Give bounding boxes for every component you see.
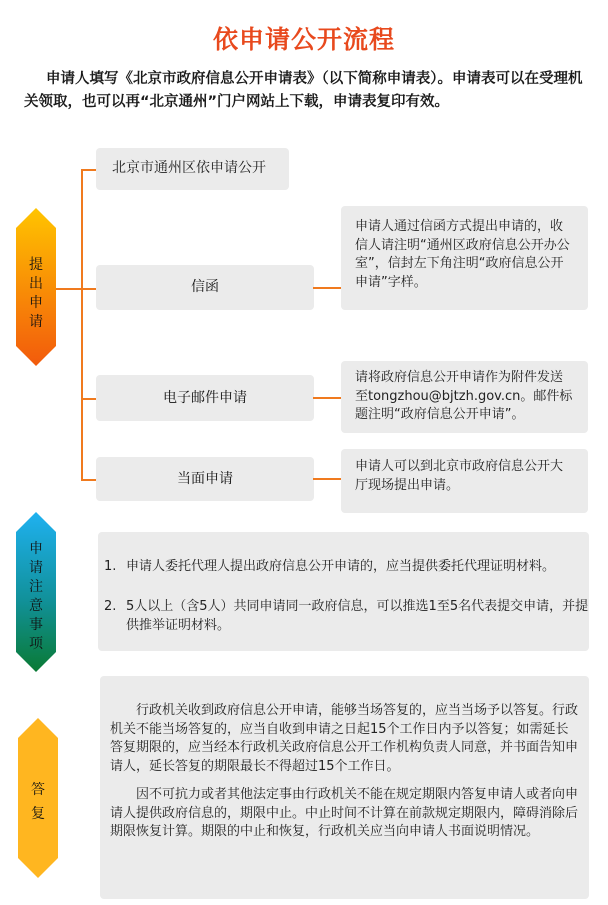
section1-trunk-line [81,169,83,480]
connector-line [81,398,97,400]
list-item [104,558,574,577]
method-desc: 请将政府信息公开申请作为附件发送至tongzhou@bjtzh.gov.cn。邮件标题注明“政府信息公开申请”。 [355,370,573,422]
connector-line [81,169,97,171]
reply-paragraph: 因不可抗力或者其他法定事由行政机关不能在规定期限内答复申请人或者向申请人提供政府信息的，期限中止。中止时间不计算在前款规定期限内，障碍消除后期限恢复计算。期限的中止和恢复，行政机关应当向申请人书面说明情况。 [110,787,579,839]
notes-box [98,532,589,651]
method-label: 电子邮件申请 [163,390,247,406]
reply-paragraph: 行政机关收到政府信息公开申请，能够当场答复的，应当当场予以答复。行政机关不能当场答复的，应当自收到申请之日起15个工作日内予以答复；如需延长答复期限的，应当经本行政机关政府信息公开工作机构负责人同意，并书面告知申请人，延长答复的期限最长不得超过15个工作日。 [110,703,579,774]
method-email-desc [341,361,588,433]
connector-line [313,478,341,480]
district-application-box [96,148,289,190]
badge-label: 答 复 [31,782,45,822]
reply-badge [18,718,58,878]
method-email-box [96,375,314,421]
district-application-label: 北京市通州区依申请公开 [112,160,266,176]
item-text: 申请人委托代理人提出政府信息公开申请的，应当提供委托代理证明材料。 [126,559,556,574]
application-notes-badge [16,512,56,672]
item-text: 5人以上（含5人）共同申请同一政府信息，可以推选1至5名代表提交申请，并提供推举证明材料。 [126,599,589,633]
connector-line [81,479,97,481]
item-number: 2. [104,599,117,614]
connector-line [313,397,341,399]
submit-application-badge [16,208,56,366]
badge-label: 提 出 申 请 [29,257,43,330]
badge-label: 申 请 注 意 事 项 [29,541,43,652]
method-letter-desc [341,206,588,310]
method-letter-box [96,265,314,310]
reply-box [100,676,589,899]
method-label: 当面申请 [177,471,233,487]
method-desc: 申请人通过信函方式提出申请的，收信人请注明“通州区政府信息公开办公室”，信封左下角注明“政府信息公开申请”字样。 [355,219,570,290]
method-in-person-desc [341,449,588,513]
page-title: 依申请公开流程 [212,25,395,54]
connector-line [56,288,82,290]
intro-paragraph: 申请人填写《北京市政府信息公开申请表》（以下简称申请表）。申请表可以在受理机关领取，也可以再“北京通州”门户网站上下载，申请表复印有效。 [24,71,583,110]
item-number: 1. [104,559,117,574]
method-in-person-box [96,457,314,501]
list-item [104,598,596,635]
connector-line [313,287,341,289]
connector-line [81,288,97,290]
method-desc: 申请人可以到北京市政府信息公开大厅现场提出申请。 [355,459,564,493]
method-label: 信函 [191,279,219,295]
